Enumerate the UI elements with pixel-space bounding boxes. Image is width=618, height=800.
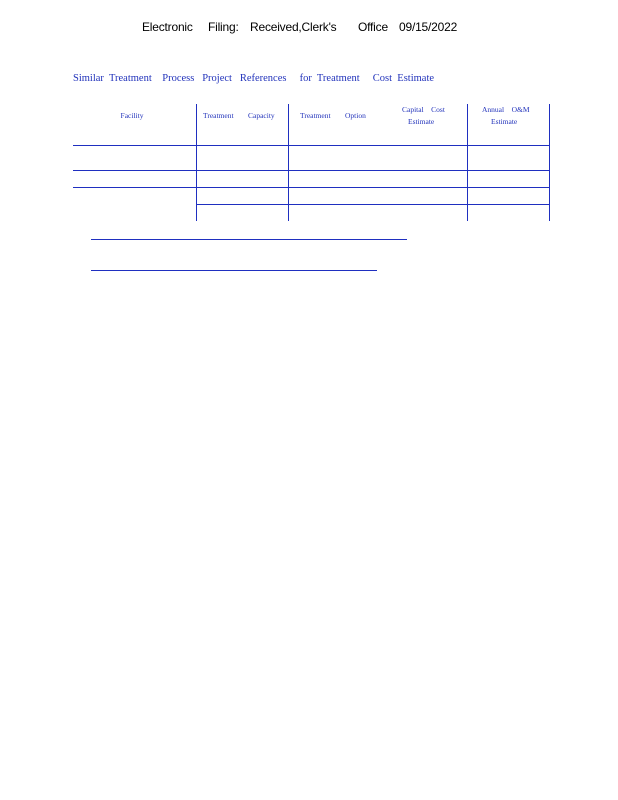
col-annual-om: Annual O&M [482,105,530,114]
table-rule [73,170,550,171]
col-capital-cost-estimate: Estimate [408,117,435,126]
col-capacity: Capacity [248,111,275,120]
col-treatment: Treatment [203,111,234,120]
col-annual-om-estimate: Estimate [491,117,518,126]
table-rule [73,187,550,188]
filing-received: Received,Clerk's [250,20,337,34]
blank-line [91,270,377,271]
filing-office: Office [358,20,388,34]
table-rule [196,204,550,205]
document-title: Similar Treatment Process Project References for Treatment Cost Estimate [73,73,435,84]
col-treatment-option: Treatment [300,111,331,120]
filing-electronic: Electronic [142,20,193,34]
blank-line [91,239,407,240]
col-facility: Facility [120,111,144,120]
table-rule [73,145,550,146]
col-option: Option [345,111,366,120]
filing-filing: Filing: [208,20,239,34]
col-capital-cost: Capital Cost [402,105,445,114]
filing-date: 09/15/2022 [399,20,458,34]
